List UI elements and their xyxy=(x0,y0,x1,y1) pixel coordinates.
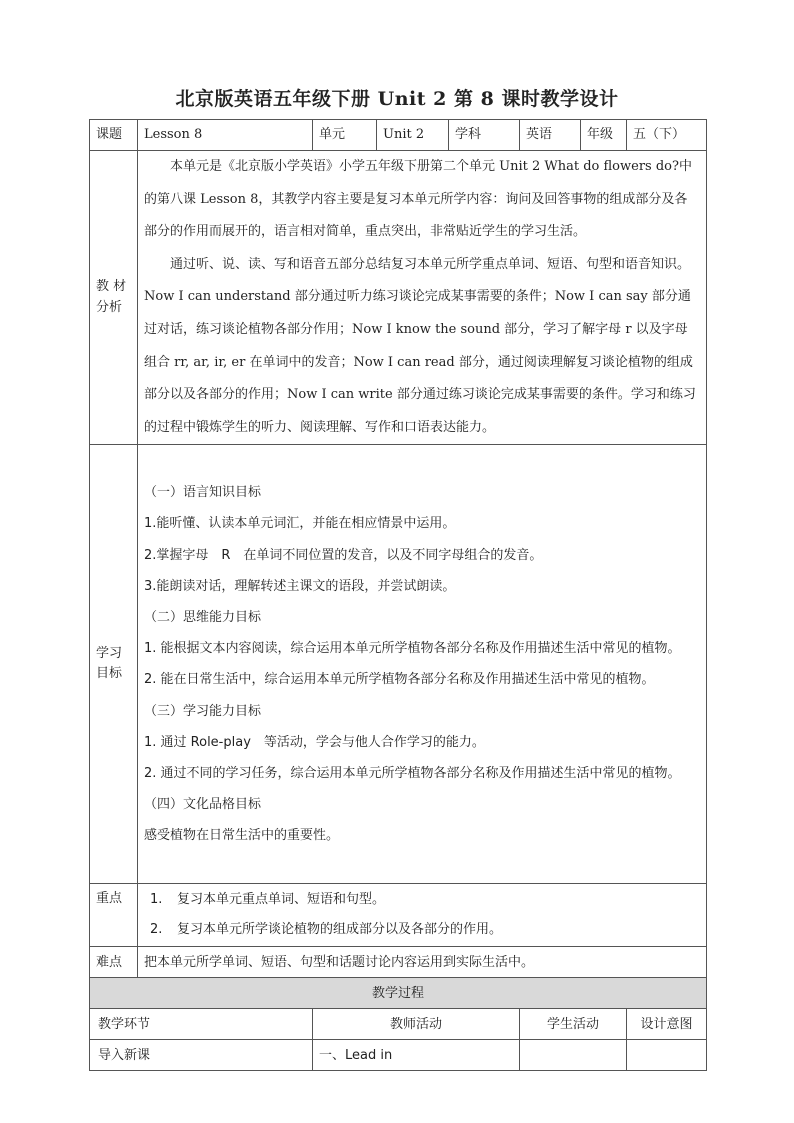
key-points-label: 重点 xyxy=(90,884,138,947)
process-design-intent xyxy=(627,1040,707,1071)
analysis-label-line2: 分析 xyxy=(96,299,123,315)
process-columns-row xyxy=(90,1009,707,1040)
goal-item: 1. 能根据文本内容阅读，综合运用本单元所学植物各部分名称及作用描述生活中常见的植物。 xyxy=(144,641,681,657)
key-point-number: 1. xyxy=(150,892,163,908)
subject-value: 英语 xyxy=(520,120,581,151)
goal-item: 2.掌握字母 R 在单词不同位置的发音，以及不同字母组合的发音。 xyxy=(144,547,543,563)
goal-heading-language: （一）语言知识目标 xyxy=(144,485,262,501)
goals-label xyxy=(90,445,138,884)
goal-item: 2. 能在日常生活中，综合运用本单元所学植物各部分名称及作用描述生活中常见的植物。 xyxy=(144,672,655,688)
process-stage: 导入新课 xyxy=(90,1040,313,1071)
analysis-paragraph-2: 通过听、说、读、写和语音五部分总结复习本单元所学重点单词、短语、句型和语音知识。Now I can understand 部分通过听力练习谈论完成某事需要的条件；Now I can say 部分通过对话，练习谈论植物各部分作用；Now I know the sound 部分，学习了解字母 r 以及字母组合 rr, ar, ir, er 在单词中的发音；Now I can read 部分，通过阅读理解复习谈论植物的组成部分以及各部分的作用；Now I can write 部分通过练习谈论完成某事需要的条件。学习和练习的过程中锻炼学生的听力、阅读理解、写作和口语表达能力。 xyxy=(144,256,696,435)
difficulties-row xyxy=(90,947,707,978)
goals-label-line1: 学习 xyxy=(96,645,123,661)
goals-row xyxy=(90,445,707,884)
key-points-row xyxy=(90,884,707,947)
goal-heading-thinking: （二）思维能力目标 xyxy=(144,609,262,625)
goal-item: 2. 通过不同的学习任务，综合运用本单元所学植物各部分名称及作用描述生活中常见的植物。 xyxy=(144,765,681,781)
goals-content xyxy=(138,445,707,884)
key-point-text: 复习本单元重点单词、短语和句型。 xyxy=(177,892,386,908)
topic-value: Lesson 8 xyxy=(138,120,313,151)
analysis-label xyxy=(90,151,138,445)
goals-label-line2: 目标 xyxy=(96,666,123,682)
lesson-plan-table xyxy=(89,119,707,1071)
column-teacher-activity: 教师活动 xyxy=(313,1009,520,1040)
difficulties-label: 难点 xyxy=(90,947,138,978)
difficulties-content: 把本单元所学单词、短语、句型和话题讨论内容运用到实际生活中。 xyxy=(138,947,707,978)
column-design-intent: 设计意图 xyxy=(627,1009,707,1040)
key-point-number: 2. xyxy=(150,922,163,938)
key-point-item xyxy=(144,915,700,945)
goal-item: 1. 通过 Role-play 等活动，学会与他人合作学习的能力。 xyxy=(144,734,485,750)
grade-label: 年级 xyxy=(581,120,627,151)
key-points-content xyxy=(138,884,707,947)
key-point-item xyxy=(144,885,700,915)
column-stage: 教学环节 xyxy=(90,1009,313,1040)
key-point-text: 复习本单元所学谈论植物的组成部分以及各部分的作用。 xyxy=(177,922,503,938)
topic-label: 课题 xyxy=(90,120,138,151)
process-student-activity xyxy=(520,1040,627,1071)
goal-item: 感受植物在日常生活中的重要性。 xyxy=(144,828,340,844)
process-header: 教学过程 xyxy=(90,978,707,1009)
analysis-content xyxy=(138,151,707,445)
goal-heading-learning: （三）学习能力目标 xyxy=(144,703,262,719)
goal-item: 3.能朗读对话，理解转述主课文的语段，并尝试朗读。 xyxy=(144,578,456,594)
grade-value: 五（下） xyxy=(627,120,707,151)
page-title: 北京版英语五年级下册 Unit 2 第 8 课时教学设计 xyxy=(175,88,619,110)
subject-label: 学科 xyxy=(449,120,520,151)
analysis-paragraph-1: 本单元是《北京版小学英语》小学五年级下册第二个单元 Unit 2 What do flowers do?中的第八课 Lesson 8，其教学内容主要是复习本单元所学内容：询问及回答事物的组成部分及各部分的作用而展开的，语言相对简单，重点突出，非常贴近学生的学习生活。 xyxy=(144,159,692,240)
goal-heading-culture: （四）文化品格目标 xyxy=(144,797,262,813)
analysis-row xyxy=(90,151,707,445)
unit-value: Unit 2 xyxy=(377,120,449,151)
column-student-activity: 学生活动 xyxy=(520,1009,627,1040)
process-header-row xyxy=(90,978,707,1009)
info-row xyxy=(90,120,707,151)
unit-label: 单元 xyxy=(313,120,377,151)
goal-item: 1.能听懂、认读本单元词汇，并能在相应情景中运用。 xyxy=(144,516,456,532)
analysis-label-line1: 教 材 xyxy=(96,278,127,294)
process-row xyxy=(90,1040,707,1071)
process-teacher-activity: 一、Lead in xyxy=(313,1040,520,1071)
